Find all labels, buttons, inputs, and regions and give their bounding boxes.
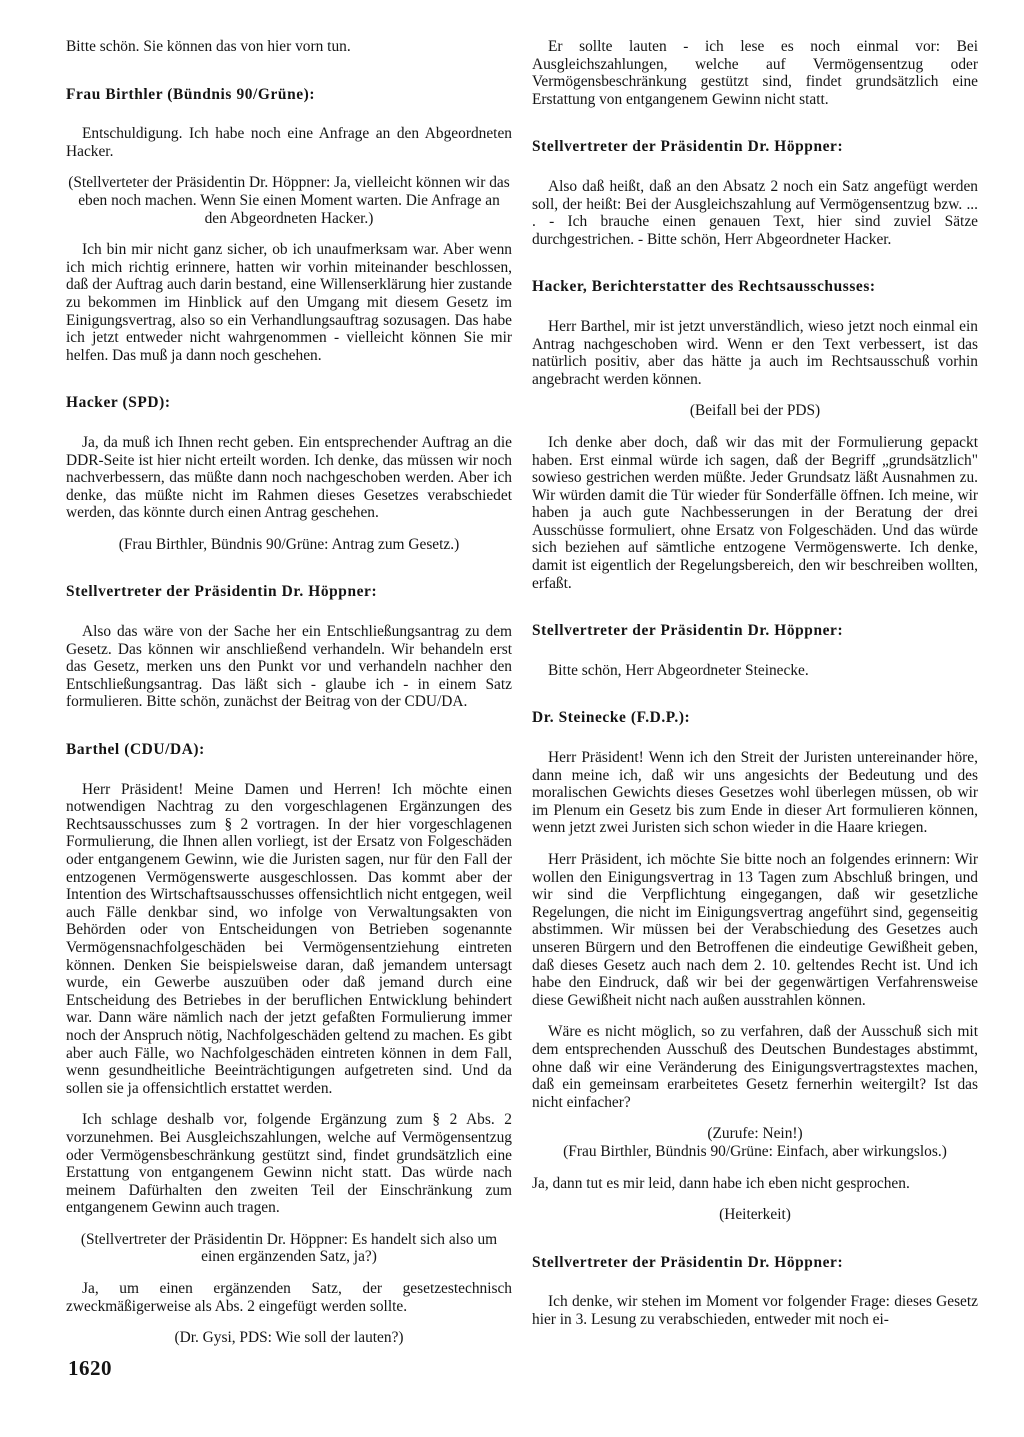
interjection: (Frau Birthler, Bündnis 90/Grüne: Antrag zum Gesetz.) (118, 535, 460, 553)
paragraph-gap (66, 522, 512, 536)
speech-paragraph: Bitte schön. Sie können das von hier vorn tun. (66, 38, 351, 55)
speech-paragraph: Ja, dann tut es mir leid, dann habe ich eben nicht gesprochen. (532, 1174, 910, 1192)
speech-paragraph: Ja, um einen ergänzenden Satz, der gesetzestechnisch zweckmäßigerweise als Abs. 2 eingefügt werden sollte. (66, 1280, 512, 1315)
interjection: (Beifall bei der PDS) (689, 402, 821, 420)
paragraph-gap (66, 227, 512, 241)
paragraph-gap (532, 296, 978, 318)
paragraph-gap (66, 103, 512, 125)
right-column (532, 38, 978, 1328)
interjection: (Heiterkeit) (719, 1206, 791, 1224)
interjection: (Dr. Gysi, PDS: Wie soll der lauten?) (174, 1329, 404, 1347)
paragraph-gap (532, 388, 978, 402)
speech-paragraph: Ich denke aber doch, daß wir das mit der Formulierung gepackt haben. Erst einmal würde ich sagen, daß der Begriff „grundsätzlich" sowieso gestrichen werden müßte. Jeder Grundsatz läßt Ausnahmen zu. Wir würden damit die Tür wieder für Sonderfälle öffnen. Ich meine, wir haben ja auch gute Nachbesserungen in der Beratung der drei Ausschüsse formuliert, ohne Ersatz von Folgeschäden. Und das würde sich beziehen auf sämtliche entzogene Vermögenswerte. Ich denke, damit ist eigentlich der Regelungsbereich, den wir beschreiben wollten, erfaßt. (532, 433, 978, 592)
paragraph-gap (66, 364, 512, 394)
speech-paragraph: Bitte schön, Herr Abgeordneter Steinecke. (548, 661, 809, 679)
paragraph-gap (532, 640, 978, 662)
speaker-heading: Stellvertreter der Präsidentin Dr. Höppner: (532, 1253, 844, 1271)
speech-paragraph: Herr Präsident, ich möchte Sie bitte noch an folgendes erinnern: Wir wollen den Einigungsvertrag in 13 Tagen zum Abschluß bringen, und wir sind die Verpflichtung eingegangen, daß wir gesetzliche Regelungen, die nicht im Einigungsvertrag angeführt sind, gegenseitig abstimmen. Wir müssen bei der Verabschiedung des Gesetzes auch unseren Bürgern und den Betroffenen die eindeutige Gewißheit geben, daß dieses Gesetz auch nach dem 2. 10. geltendes Recht ist. Und ich habe den Eindruck, daß wir bei der gegenwärtigen Verfahrensweise diese Gewißheit nicht nach außen ausstrahlen können. (532, 851, 978, 1009)
speech-paragraph: Ich denke, wir stehen im Moment vor folgender Frage: dieses Gesetz hier in 3. Lesung zu verabschieden, entweder mit noch ei- (532, 1293, 978, 1328)
paragraph-gap (66, 1097, 512, 1111)
paragraph-gap (66, 412, 512, 434)
interjection: (Frau Birthler, Bündnis 90/Grüne: Einfach, aber wirkungslos.) (563, 1142, 947, 1160)
speaker-heading: Barthel (CDU/DA): (66, 741, 205, 759)
paragraph-gap (532, 679, 978, 709)
paragraph-gap (532, 156, 978, 178)
paragraph-gap (532, 727, 978, 749)
speech-paragraph: Ich schlage deshalb vor, folgende Ergänzung zum § 2 Abs. 2 vorzunehmen. Bei Ausgleichszahlungen, welche auf Vermögensentzug oder Vermögensbeschränkung gestützt sind, findet grundsätzlich eine Erstattung von entgangenem Gewinn nicht statt. Das würde nach meinem Dafürhalten den zweiten Teil der Einschränkung zum entgangenem Gewinn auch tragen. (66, 1111, 512, 1217)
speaker-heading: Hacker (SPD): (66, 394, 171, 412)
speech-paragraph: Ich bin mir nicht ganz sicher, ob ich unaufmerksam war. Aber wenn ich mich richtig erinnere, hatten wir vorhin miteinander beschlossen, daß der Auftrag auch darin bestand, eine Willenserklärung hier zustande zu bekommen im Hinblick auf den Umgang mit diesem Gesetz im Einigungsvertrag, also so ein Verhandlungsauftrag sozusagen. Das habe ich jetzt entweder nicht wahrgenommen - vielleicht können Sie mir helfen. Das muß ja dann noch geschehen. (66, 241, 512, 364)
speaker-heading: Stellvertreter der Präsidentin Dr. Höppner: (532, 622, 844, 640)
paragraph-gap (66, 711, 512, 741)
paragraph-gap (532, 1161, 978, 1175)
paragraph-gap (66, 553, 512, 583)
speech-paragraph: Herr Barthel, mir ist jetzt unverständlich, wieso jetzt noch einmal ein Antrag nachgeschoben wird. Wenn er den Text verbessert, ist das natürlich positiv, aber das hätte ja auch im Rechtsausschuß vorhin angebracht werden können. (532, 317, 978, 388)
paragraph-gap (66, 56, 512, 86)
paragraph-gap (532, 592, 978, 622)
speaker-heading: Frau Birthler (Bündnis 90/Grüne): (66, 85, 316, 103)
interjection: (Zurufe: Nein!) (707, 1125, 803, 1143)
speaker-heading: Dr. Steinecke (F.D.P.): (532, 709, 691, 727)
speaker-heading: Stellvertreter der Präsidentin Dr. Höppner: (532, 138, 844, 156)
speaker-heading: Hacker, Berichterstatter des Rechtsausschusses: (532, 278, 876, 296)
paragraph-gap (532, 1192, 978, 1206)
paragraph-gap (532, 1224, 978, 1254)
page-number: 1620 (68, 1356, 112, 1380)
speech-paragraph: Wäre es nicht möglich, so zu verfahren, daß der Ausschuß sich mit dem entsprechenden Ausschuß des Deutschen Bundestages abstimmt, ohne daß wir eine Veränderung des Einigungsvertragstextes machen, daß ein gemeinsam erarbeitetes Gesetz fernerhin weitergilt? Ist das nicht einfacher? (532, 1023, 978, 1111)
interjection: (Stellverteter der Präsidentin Dr. Höppner: Ja, vielleicht können wir das eben noch machen. Wenn Sie einen Moment warten. Die Anfrage an den Abgeordneten Hacker.) (68, 174, 510, 227)
paragraph-gap (532, 1009, 978, 1023)
paragraph-gap (532, 1111, 978, 1125)
paragraph-gap (66, 601, 512, 623)
speech-paragraph: Also daß heißt, daß an den Absatz 2 noch ein Satz angefügt werden soll, der heißt: Bei der Ausgleichszahlung auf Vermögensentzug bzw. ... . - Ich brauche einen genauen Text, hier sind zuviel Sätze durchgestrichen. - Bitte schön, Herr Abgeordneter Hacker. (532, 177, 978, 248)
speech-paragraph: Entschuldigung. Ich habe noch eine Anfrage an den Abgeordneten Hacker. (66, 125, 512, 160)
paragraph-gap (532, 108, 978, 138)
speech-paragraph: Also das wäre von der Sache her ein Entschließungsantrag zu dem Gesetz. Das können wir anschließend verhandeln. Wir behandeln erst das Gesetz, merken uns den Punkt vor und verhandeln nachher den Entschließungsantrag. Das läßt sich - glaube ich - in einem Satz formulieren. Bitte schön, zunächst der Beitrag von der CDU/DA. (66, 623, 512, 711)
paragraph-gap (66, 1315, 512, 1329)
speaker-heading: Stellvertreter der Präsidentin Dr. Höppner: (66, 583, 378, 601)
paragraph-gap (66, 160, 512, 174)
paragraph-gap (66, 1217, 512, 1231)
speech-paragraph: Ja, da muß ich Ihnen recht geben. Ein entsprechender Auftrag an die DDR-Seite ist hier nicht erteilt worden. Ich denke, das müssen wir noch nachverbessern, das müßte dann noch nachgeschoben werden. Aber ich denke, das müßte nicht im Rahmen dieses Gesetzes verabschiedet werden, das könnte durch einen Antrag geschehen. (66, 433, 512, 522)
interjection: (Stellvertreter der Präsidentin Dr. Höppner: Es handelt sich also um einen ergänzenden Satz, ja?) (80, 1230, 498, 1266)
left-column (66, 38, 512, 1347)
paragraph-gap (532, 248, 978, 278)
paragraph-gap (532, 837, 978, 851)
paragraph-gap (532, 1271, 978, 1293)
speech-paragraph: Herr Präsident! Wenn ich den Streit der Juristen untereinander höre, dann meine ich, daß wir uns angesichts der Bedeutung und des moralischen Gewichts dieses Gesetzes wohl überlegen müssen, ob wir im Plenum ein Gesetz bis zum Ende in dieser Art formulieren können, wenn jetzt zwei Juristen sich schon wieder in die Haare kriegen. (532, 749, 978, 837)
speech-paragraph: Er sollte lauten - ich lese es noch einmal vor: Bei Ausgleichszahlungen, welche auf Vermögensentzug oder Vermögensbeschränkung gestützt sind, findet grundsätzlich eine Erstattung von entgangenem Gewinn nicht statt. (532, 38, 978, 108)
paragraph-gap (532, 420, 978, 434)
paragraph-gap (66, 1266, 512, 1280)
speech-paragraph: Herr Präsident! Meine Damen und Herren! Ich möchte einen notwendigen Nachtrag zu den vorgeschlagenen Ergänzungen des Rechtsausschusses zum § 2 vortragen. In der hier vorgeschlagenen Formulierung, die Ihnen allen vorliegt, ist der Ersatz von Folgeschäden oder entgangenem Gewinn, wie die Juristen sagen, nur für den Fall der entzogenen Vermögenswerte ausgeschlossen. Das kommt aber der Intention des Wirtschaftsausschusses offensichtlich nicht entgegen, weil auch Fälle denkbar sind, wo infolge von Verwaltungsakten von Behörden oder von Entscheidungen von Betrieben sogenannte Vermögensnachfolgeschäden bei Vermögensentziehung eintreten können. Denken Sie beispielsweise daran, daß jemandem untersagt wurde, ein Gewerbe auszuüben oder daß jemand durch eine Entscheidung des Betriebes in der beruflichen Entwicklung behindert war. Dann wäre nämlich nach der jetzt gefaßten Formulierung immer noch der Anspruch nötig, Nachfolgeschäden geltend zu machen. Es gibt aber auch Fälle, wo Nachfolgeschäden eintreten können in dem Fall, wenn gesundheitliche Beeinträchtigungen aufgetreten sind. Und da sollen sie ja offensichtlich erstattet werden. (66, 780, 512, 1097)
paragraph-gap (66, 759, 512, 781)
